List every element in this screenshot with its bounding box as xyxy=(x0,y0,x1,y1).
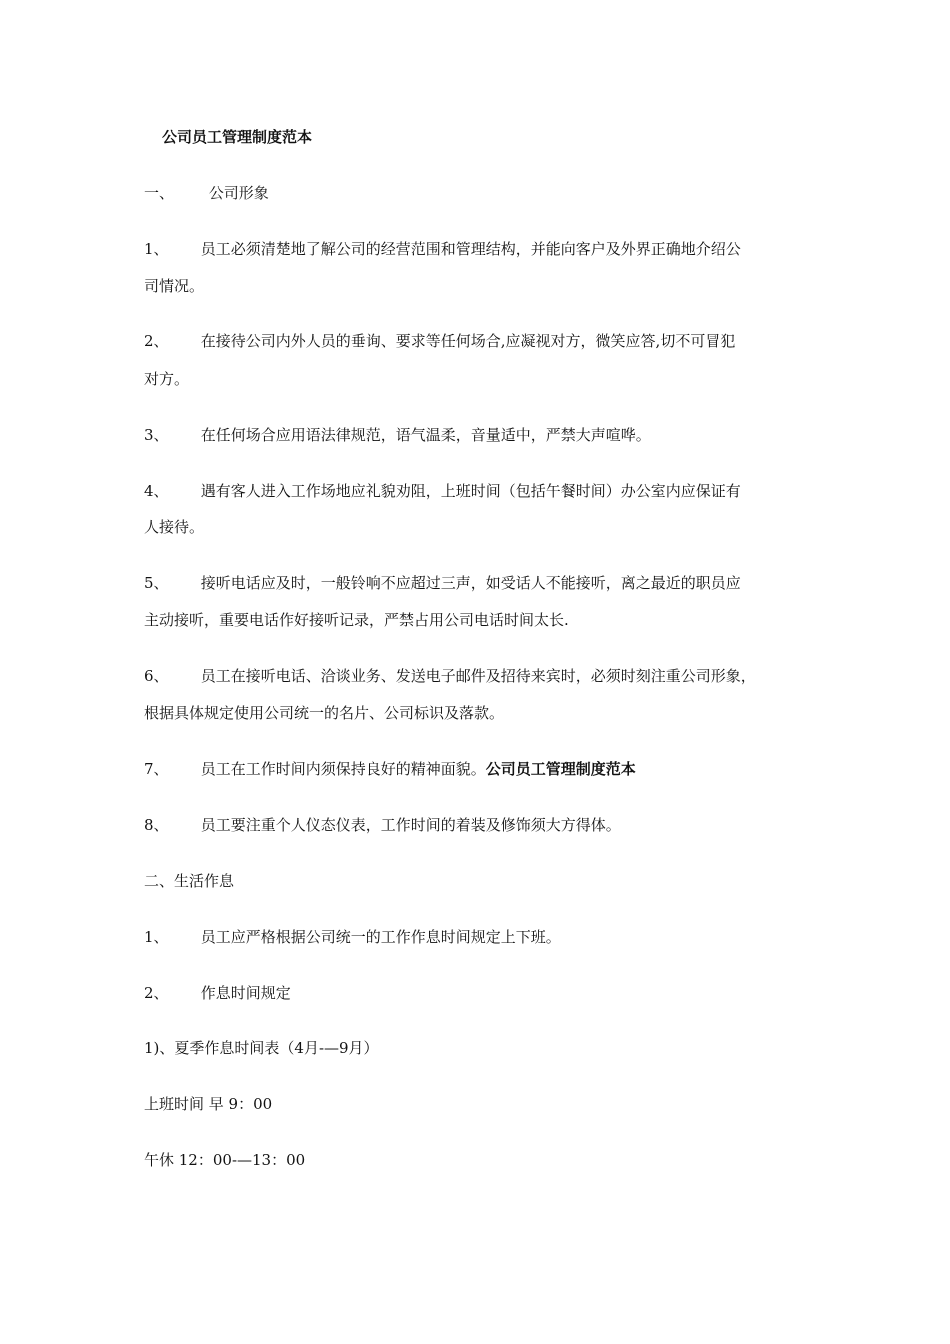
item-text: 作息时间规定 xyxy=(200,984,291,1002)
schedule-line: 午休 12：00-—13：00 xyxy=(144,1151,306,1169)
item-number: 5、 xyxy=(144,574,169,592)
item-number: 8、 xyxy=(144,816,169,834)
item-number: 1、 xyxy=(144,928,169,946)
section-number: 一、 xyxy=(144,184,175,202)
list-item xyxy=(144,239,741,259)
item-number: 1、 xyxy=(144,240,169,258)
list-item xyxy=(144,815,621,835)
list-item xyxy=(144,666,756,686)
item-text: 员工在接听电话、洽谈业务、发送电子邮件及招待来宾时，必须时刻注重公司形象， xyxy=(200,667,756,685)
item-text: 员工在工作时间内须保持良好的精神面貌。 xyxy=(200,760,486,778)
item-text-continued: 主动接听，重要电话作好接听记录，严禁占用公司电话时间太长. xyxy=(144,611,569,629)
section-heading-company-image xyxy=(144,183,269,203)
item-number: 7、 xyxy=(144,760,169,778)
item-text: 员工必须清楚地了解公司的经营范围和管理结构，并能向客户及外界正确地介绍公 xyxy=(200,240,741,258)
item-text-continued: 人接待。 xyxy=(144,518,205,536)
item-number: 6、 xyxy=(144,667,169,685)
list-item xyxy=(144,983,291,1003)
list-item xyxy=(144,927,561,947)
item-bold-title: 公司员工管理制度范本 xyxy=(485,760,636,778)
document-title: 公司员工管理制度范本 xyxy=(162,128,313,146)
schedule-line: 上班时间 早 9：00 xyxy=(144,1095,273,1113)
item-text: 接听电话应及时，一般铃响不应超过三声，如受话人不能接听，离之最近的职员应 xyxy=(200,574,741,592)
item-text: 遇有客人进入工作场地应礼貌劝阻，上班时间（包括午餐时间）办公室内应保证有 xyxy=(200,482,741,500)
section-title: 公司形象 xyxy=(208,184,269,202)
item-text: 员工要注重个人仪态仪表，工作时间的着装及修饰须大方得体。 xyxy=(200,816,621,834)
list-item xyxy=(144,759,636,779)
item-text: 员工应严格根据公司统一的工作作息时间规定上下班。 xyxy=(200,928,561,946)
section-heading-daily-schedule: 二、生活作息 xyxy=(144,872,235,890)
item-number: 4、 xyxy=(144,482,169,500)
item-text: 在任何场合应用语法律规范，语气温柔，音量适中，严禁大声喧哗。 xyxy=(200,426,651,444)
list-item xyxy=(144,481,741,501)
item-text-continued: 根据具体规定使用公司统一的名片、公司标识及落款。 xyxy=(144,704,505,722)
item-number: 2、 xyxy=(144,984,169,1002)
item-text: 在接待公司内外人员的垂询、要求等任何场合,应凝视对方，微笑应答,切不可冒犯 xyxy=(200,332,736,350)
list-item xyxy=(144,331,735,351)
item-number: 2、 xyxy=(144,332,169,350)
subheading-summer-schedule: 1)、夏季作息时间表（4月-—9月） xyxy=(144,1039,379,1057)
item-number: 3、 xyxy=(144,426,169,444)
item-text-continued: 对方。 xyxy=(144,370,190,388)
list-item xyxy=(144,573,741,593)
item-text-continued: 司情况。 xyxy=(144,277,205,295)
list-item xyxy=(144,425,651,445)
